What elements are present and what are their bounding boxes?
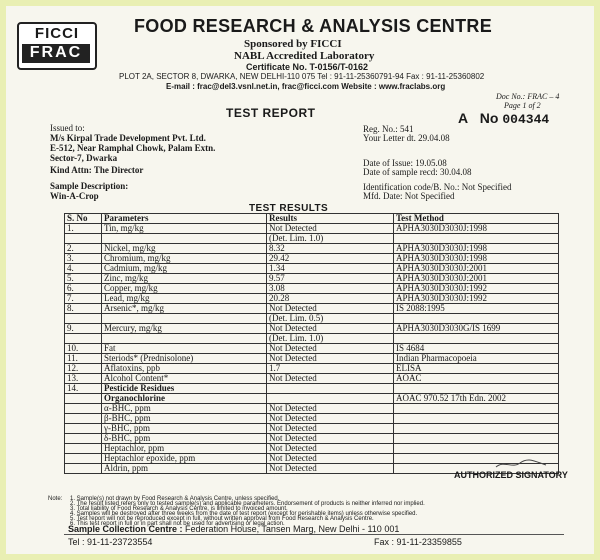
table-row xyxy=(65,414,559,424)
cell-sno: 14. xyxy=(65,384,102,394)
authorized-signatory: AUTHORIZED SIGNATORY xyxy=(454,470,568,480)
cell-result xyxy=(267,394,394,404)
letter-date: Your Letter dt. 29.04.08 xyxy=(363,133,450,143)
cell-method xyxy=(394,334,559,344)
signature-mark xyxy=(494,458,548,470)
table-row xyxy=(65,404,559,414)
sponsor-line: Sponsored by FICCI xyxy=(244,38,342,50)
cell-parameter: β-BHC, ppm xyxy=(102,414,267,424)
cell-result: 29.42 xyxy=(267,254,394,264)
cell-sno: 1. xyxy=(65,224,102,234)
doc-no-text: Doc No.: FRAC – 4 xyxy=(496,92,560,101)
cell-sno: 13. xyxy=(65,374,102,384)
collection-centre-label: Sample Collection Centre : xyxy=(68,524,183,534)
cell-parameter: Nickel, mg/kg xyxy=(102,244,267,254)
cell-sno: 10. xyxy=(65,344,102,354)
cell-parameter: Arsenic*, mg/kg xyxy=(102,304,267,314)
cell-result: 9.57 xyxy=(267,274,394,284)
lab-address: PLOT 2A, SECTOR 8, DWARKA, NEW DELHI-110 075 Tel : 91-11-25360791-94 Fax : 91-11-25360802 xyxy=(119,72,485,81)
cell-parameter: Heptachlor, ppm xyxy=(102,444,267,454)
cell-sno xyxy=(65,414,102,424)
footer-tel: Tel : 91-11-23723554 xyxy=(68,537,153,547)
lab-title: FOOD RESEARCH & ANALYSIS CENTRE xyxy=(134,16,493,36)
cell-method xyxy=(394,424,559,434)
cell-method: AOAC xyxy=(394,374,559,384)
cell-parameter: Heptachlor epoxide, ppm xyxy=(102,454,267,464)
cell-parameter: Chromium, mg/kg xyxy=(102,254,267,264)
cell-sno xyxy=(65,464,102,474)
cell-result: 1.7 xyxy=(267,364,394,374)
customer-address-1: E-512, Near Ramphal Chowk, Palam Extn. xyxy=(50,143,216,153)
cell-parameter: Fat xyxy=(102,344,267,354)
serial-value: 004344 xyxy=(502,112,550,127)
table-row xyxy=(65,354,559,364)
cell-method: Indian Pharmacopoeia xyxy=(394,354,559,364)
table-row xyxy=(65,294,559,304)
cell-method: APHA3030D3030J:2001 xyxy=(394,264,559,274)
table-row xyxy=(65,364,559,374)
table-row xyxy=(65,374,559,384)
cell-method: APHA3030D3030G/IS 1699 xyxy=(394,324,559,334)
table-row xyxy=(65,224,559,234)
logo-text-frac: FRAC xyxy=(22,44,90,63)
sample-description-label: Sample Description: xyxy=(50,181,129,191)
registration-number: Reg. No.: 541 xyxy=(363,124,414,134)
table-row xyxy=(65,274,559,284)
table-row xyxy=(65,334,559,344)
cell-parameter: Organochlorine xyxy=(102,394,267,404)
table-row xyxy=(65,394,559,404)
cell-result: Not Detected xyxy=(267,304,394,314)
col-header-method: Test Method xyxy=(394,214,559,224)
cell-sno xyxy=(65,394,102,404)
cell-sno xyxy=(65,334,102,344)
test-report-document xyxy=(6,6,594,554)
note-line: 2. The result listed refers only to tested sample(s) and applicable parameters. Endorsement of products is neither inferred nor implied. xyxy=(70,501,425,507)
table-row xyxy=(65,344,559,354)
customer-address-2: Sector-7, Dwarka xyxy=(50,153,118,163)
cell-result: Not Detected xyxy=(267,444,394,454)
cell-method xyxy=(394,404,559,414)
cell-result: Not Detected xyxy=(267,404,394,414)
cell-parameter: Aldrin, ppm xyxy=(102,464,267,474)
note-line: 3. Total liability of Food Research & Analysis Centre, is limited to invoiced amount. xyxy=(70,506,288,512)
cell-result: Not Detected xyxy=(267,464,394,474)
issued-to-label: Issued to: xyxy=(50,123,85,133)
cell-method xyxy=(394,414,559,424)
cell-method: AOAC 970.52 17th Edn. 2002 xyxy=(394,394,559,404)
issue-date: Date of Issue: 19.05.08 xyxy=(363,158,447,168)
cell-sno: 11. xyxy=(65,354,102,364)
table-row xyxy=(65,434,559,444)
cell-result: Not Detected xyxy=(267,354,394,364)
kind-attention: Kind Attn: The Director xyxy=(50,165,144,175)
cell-parameter xyxy=(102,314,267,324)
sample-received-date: Date of sample recd: 30.04.08 xyxy=(363,167,472,177)
cell-result: Not Detected xyxy=(267,374,394,384)
cell-method: IS 4684 xyxy=(394,344,559,354)
page-number: Page 1 of 2 xyxy=(504,101,541,110)
cell-parameter: Mercury, mg/kg xyxy=(102,324,267,334)
cell-method xyxy=(394,314,559,324)
table-row xyxy=(65,284,559,294)
customer-name: M/s Kirpal Trade Development Pvt. Ltd. xyxy=(50,133,206,143)
table-row xyxy=(65,314,559,324)
cell-result: 3.08 xyxy=(267,284,394,294)
cell-method xyxy=(394,234,559,244)
cell-result: Not Detected xyxy=(267,414,394,424)
cell-parameter: Steriods* (Prednisolone) xyxy=(102,354,267,364)
cell-sno: 4. xyxy=(65,264,102,274)
cell-method: ELISA xyxy=(394,364,559,374)
lab-contact: E-mail : frac@del3.vsnl.net.in, frac@ficci.com Website : www.fraclabs.org xyxy=(166,82,446,91)
footer-fax: Fax : 91-11-23359855 xyxy=(374,537,462,547)
table-row xyxy=(65,384,559,394)
cell-result: 1.34 xyxy=(267,264,394,274)
cell-result: (Det. Lim. 1.0) xyxy=(267,334,394,344)
ficci-frac-logo xyxy=(17,22,97,70)
identification-code: Identification code/B. No.: Not Specified xyxy=(363,182,512,192)
cell-method: APHA3030D3030J:1998 xyxy=(394,254,559,264)
cell-result: Not Detected xyxy=(267,434,394,444)
cell-sno xyxy=(65,434,102,444)
col-header-parameters: Parameters xyxy=(102,214,267,224)
cell-parameter: Pesticide Residues xyxy=(102,384,267,394)
cell-sno: 9. xyxy=(65,324,102,334)
cell-sno xyxy=(65,314,102,324)
table-row xyxy=(65,254,559,264)
test-results-table xyxy=(64,213,559,474)
cell-parameter: Zinc, mg/kg xyxy=(102,274,267,284)
footer-divider xyxy=(64,534,564,535)
test-results-title: TEST RESULTS xyxy=(249,203,329,214)
col-header-results: Results xyxy=(267,214,394,224)
cell-parameter: Lead, mg/kg xyxy=(102,294,267,304)
cell-sno xyxy=(65,234,102,244)
table-row xyxy=(65,264,559,274)
col-header-sno: S. No xyxy=(65,214,102,224)
cell-sno: 12. xyxy=(65,364,102,374)
cell-method xyxy=(394,444,559,454)
cell-parameter: Tin, mg/kg xyxy=(102,224,267,234)
cell-parameter: Copper, mg/kg xyxy=(102,284,267,294)
cell-sno: 5. xyxy=(65,274,102,284)
table-header-row xyxy=(65,214,559,224)
cell-result: Not Detected xyxy=(267,424,394,434)
cell-sno: 2. xyxy=(65,244,102,254)
cell-sno: 3. xyxy=(65,254,102,264)
cell-parameter xyxy=(102,334,267,344)
logo-text-ficci: FICCI xyxy=(34,25,80,42)
table-row xyxy=(65,234,559,244)
cell-method: APHA3030D3030J:1992 xyxy=(394,294,559,304)
collection-centre xyxy=(68,524,399,534)
sample-description: Win-A-Crop xyxy=(50,191,99,201)
table-row xyxy=(65,244,559,254)
cell-parameter xyxy=(102,234,267,244)
table-row xyxy=(65,304,559,314)
doc-number xyxy=(496,92,559,110)
cell-parameter: Alcohol Content* xyxy=(102,374,267,384)
cell-result: Not Detected xyxy=(267,324,394,334)
note-line: 6. This test report in full or in part shall not be used for advertising or legal action. xyxy=(70,521,285,527)
report-title: TEST REPORT xyxy=(226,106,316,120)
cell-result: Not Detected xyxy=(267,454,394,464)
cell-result: (Det. Lim. 0.5) xyxy=(267,314,394,324)
cell-method xyxy=(394,434,559,444)
cell-method: IS 2088:1995 xyxy=(394,304,559,314)
table-row xyxy=(65,324,559,334)
notes-label: Note: xyxy=(48,496,63,502)
collection-centre-address: Federation House, Tansen Marg, New Delhi - 110 001 xyxy=(185,524,400,534)
table-row xyxy=(65,424,559,434)
note-line: 4. Samples will be destroyed after three weeks from the date of test report (except for perishable items) unless otherwise specified. xyxy=(70,511,418,517)
note-line: 1. Sample(s) not drawn by Food Research & Analysis Centre, unless specified. xyxy=(70,496,280,502)
table-row xyxy=(65,444,559,454)
cell-result: 8.32 xyxy=(267,244,394,254)
cell-sno xyxy=(65,454,102,464)
cell-sno: 8. xyxy=(65,304,102,314)
serial-number xyxy=(458,110,549,127)
cell-sno xyxy=(65,404,102,414)
cell-sno: 7. xyxy=(65,294,102,304)
cell-method: APHA3030D3030J:1998 xyxy=(394,224,559,234)
cell-method xyxy=(394,384,559,394)
cell-result: Not Detected xyxy=(267,224,394,234)
cell-parameter: α-BHC, ppm xyxy=(102,404,267,414)
cell-parameter: Aflatoxins, ppb xyxy=(102,364,267,374)
cell-result: (Det. Lim. 1.0) xyxy=(267,234,394,244)
cell-result: Not Detected xyxy=(267,344,394,354)
certificate-line: Certificate No. T-0156/T-0162 xyxy=(246,62,369,72)
cell-parameter: δ-BHC, ppm xyxy=(102,434,267,444)
cell-sno xyxy=(65,424,102,434)
serial-prefix: A xyxy=(458,110,469,126)
cell-result: 20.28 xyxy=(267,294,394,304)
table-row xyxy=(65,454,559,464)
manufacture-date: Mfd. Date: Not Specified xyxy=(363,191,455,201)
accreditation-line: NABL Accredited Laboratory xyxy=(234,50,375,62)
cell-sno xyxy=(65,444,102,454)
cell-method: APHA3030D3030J:2001 xyxy=(394,274,559,284)
cell-parameter: Cadmium, mg/kg xyxy=(102,264,267,274)
cell-method: APHA3030D3030J:1992 xyxy=(394,284,559,294)
serial-label: No xyxy=(479,110,499,126)
cell-sno: 6. xyxy=(65,284,102,294)
cell-method: APHA3030D3030J:1998 xyxy=(394,244,559,254)
cell-parameter: γ-BHC, ppm xyxy=(102,424,267,434)
note-line: 5. Test report will not be reproduced except in full, without written approval from Food Research & Analysis Centre. xyxy=(70,516,374,522)
cell-result xyxy=(267,384,394,394)
